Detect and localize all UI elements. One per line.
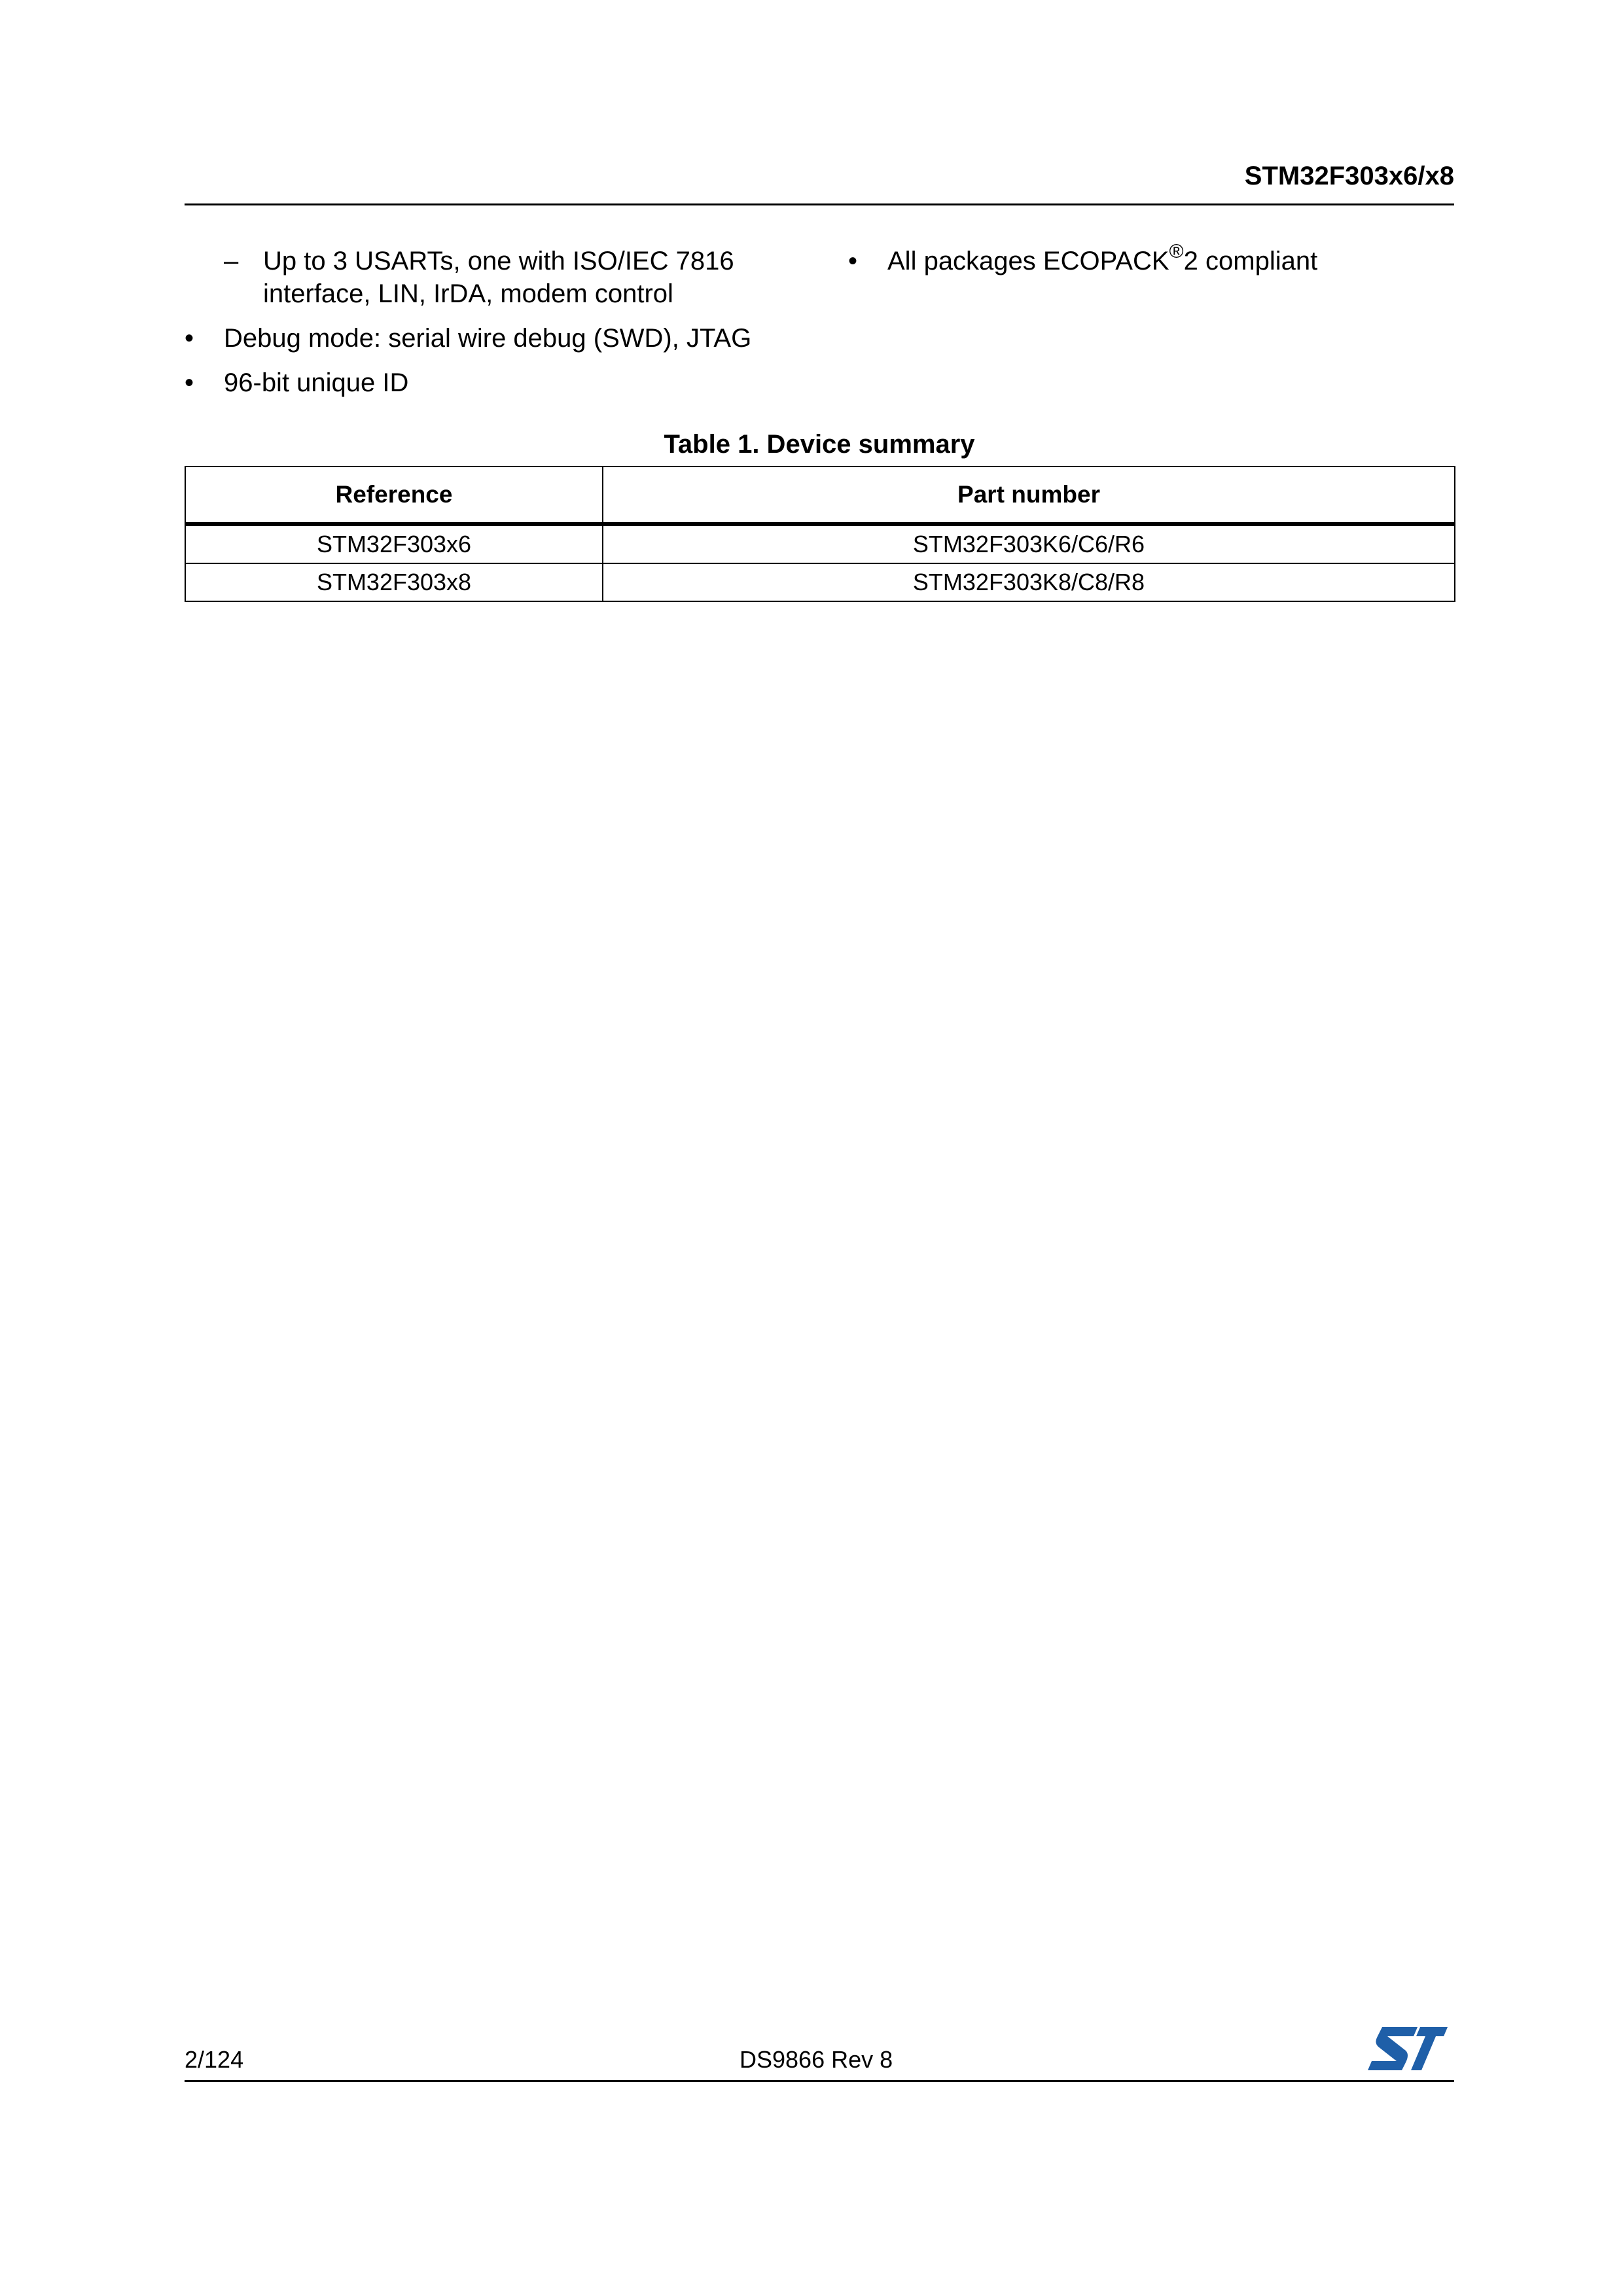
document-title: STM32F303x6/x8: [1244, 162, 1454, 190]
bullet-marker: •: [185, 368, 194, 397]
list-item: [224, 245, 813, 310]
registered-mark: ®: [1169, 240, 1184, 262]
footer-rule: [185, 2080, 1454, 2082]
table-row: [185, 563, 1455, 601]
dash-marker: –: [224, 247, 239, 275]
page-number: 2/124: [185, 2046, 244, 2073]
ecopack-text-suffix: 2 compliant: [1183, 247, 1318, 275]
table-cell-reference: STM32F303x6: [185, 524, 603, 563]
list-item-text: 96-bit unique ID: [224, 368, 409, 397]
header-rule: [185, 203, 1454, 205]
list-item: [185, 322, 813, 355]
ecopack-text: All packages ECOPACK: [887, 247, 1169, 275]
list-item: [848, 240, 1454, 277]
list-item: [185, 366, 813, 399]
feature-list-left: [185, 245, 813, 399]
list-item-text: Debug mode: serial wire debug (SWD), JTAG: [224, 324, 752, 353]
document-reference: DS9866 Rev 8: [740, 2046, 893, 2073]
table-cell-reference: STM32F303x8: [185, 563, 603, 601]
bullet-marker: •: [848, 247, 858, 275]
column-header-reference: Reference: [185, 467, 603, 524]
device-summary-table: [185, 466, 1455, 602]
table-cell-part-number: STM32F303K6/C6/R6: [603, 524, 1455, 563]
bullet-marker: •: [185, 324, 194, 353]
table-cell-part-number: STM32F303K8/C8/R8: [603, 563, 1455, 601]
table-header-row: [185, 467, 1455, 524]
list-item-text: [848, 240, 1454, 277]
list-item-text-line1: Up to 3 USARTs, one with ISO/IEC 7816: [263, 247, 734, 275]
table-row: [185, 524, 1455, 563]
st-logo-icon: [1366, 2026, 1448, 2072]
column-header-part-number: Part number: [603, 467, 1455, 524]
feature-list-right: [848, 240, 1454, 277]
table-caption: Table 1. Device summary: [664, 430, 975, 459]
list-item-text-line2: interface, LIN, IrDA, modem control: [263, 279, 673, 308]
